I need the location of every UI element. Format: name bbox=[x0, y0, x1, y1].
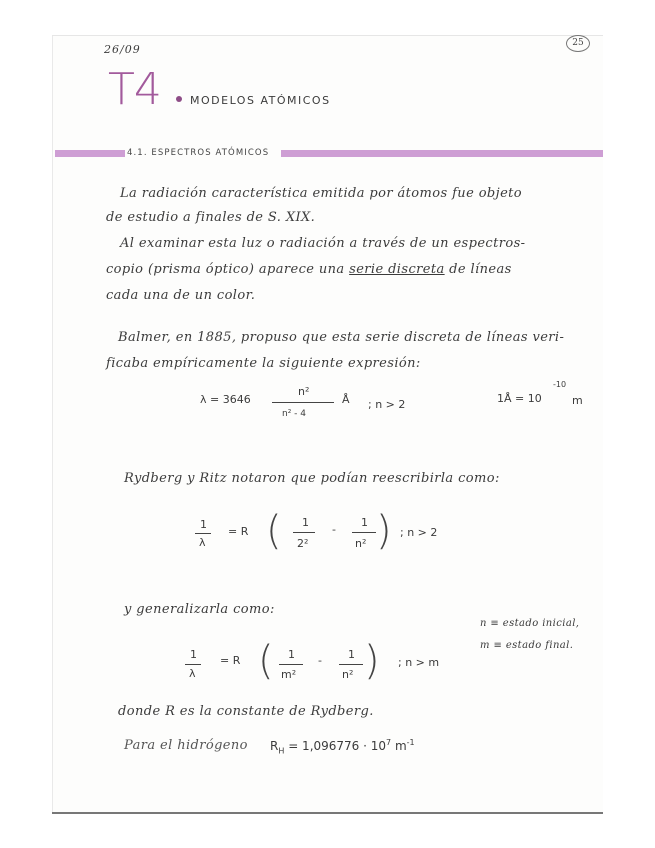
balmer-denominator: n² - 4 bbox=[282, 409, 307, 419]
balmer-condition: ; n > 2 bbox=[368, 398, 406, 411]
ryd-equals-r: = R bbox=[228, 525, 249, 538]
p1-line4-emphasis: serie discreta bbox=[349, 262, 445, 277]
hydrogen-value: = 1,096776 · 10 bbox=[288, 739, 387, 753]
p5-line1: donde R es la constante de Rydberg. bbox=[118, 704, 374, 719]
page-date: 26/09 bbox=[104, 43, 141, 56]
page-edge-top bbox=[52, 35, 603, 36]
page-number-badge: 25 bbox=[566, 35, 590, 52]
ryd-t1-den: 2² bbox=[297, 537, 309, 550]
ryd-minus: - bbox=[332, 523, 336, 536]
gen-t1-num: 1 bbox=[288, 648, 295, 661]
hydrogen-unit-exponent: -1 bbox=[406, 738, 415, 747]
p1-line4 bbox=[106, 262, 512, 277]
title-dot-icon bbox=[176, 96, 182, 102]
ryd-lhs-den: λ bbox=[199, 536, 206, 549]
hydrogen-symbol: R bbox=[270, 739, 279, 753]
gen-t1-bar bbox=[279, 664, 303, 665]
angstrom-exponent: -10 bbox=[553, 380, 567, 389]
gen-t2-den: n² bbox=[342, 668, 354, 681]
ryd-left-paren: ( bbox=[266, 508, 282, 554]
note-final-state: m ≡ estado final. bbox=[480, 640, 574, 651]
note-initial-state: n ≡ estado inicial, bbox=[480, 618, 580, 629]
gen-minus: - bbox=[318, 654, 322, 667]
p1-line4-pre: copio (prisma óptico) aparece una bbox=[106, 262, 345, 277]
page-bottom-line bbox=[52, 812, 603, 814]
p1-line1: La radiación característica emitida por átomos fue objeto bbox=[120, 186, 523, 201]
angstrom-def: 1Å = 10 bbox=[497, 392, 542, 405]
balmer-lhs: λ = 3646 bbox=[200, 393, 251, 406]
ryd-condition: ; n > 2 bbox=[400, 526, 438, 539]
hydrogen-constant bbox=[270, 738, 415, 755]
gen-lhs-bar bbox=[185, 664, 201, 665]
balmer-numerator: n² bbox=[298, 385, 310, 398]
gen-t1-den: m² bbox=[281, 668, 297, 681]
ryd-t2-num: 1 bbox=[361, 516, 368, 529]
section-heading: 4.1. ESPECTROS ATÓMICOS bbox=[127, 148, 270, 158]
gen-right-paren: ) bbox=[364, 638, 380, 684]
p3-line1: Rydberg y Ritz notaron que podían reescribirla como: bbox=[124, 471, 500, 486]
gen-t2-bar bbox=[339, 664, 363, 665]
ryd-t2-den: n² bbox=[355, 537, 367, 550]
gen-left-paren: ( bbox=[258, 638, 274, 684]
chapter-number: T4 bbox=[108, 64, 161, 115]
hydrogen-label: Para el hidrógeno bbox=[124, 738, 248, 753]
page-edge-left bbox=[52, 36, 53, 812]
gen-equals-r: = R bbox=[220, 654, 241, 667]
hydrogen-subscript: H bbox=[278, 746, 285, 756]
ryd-t2-bar bbox=[352, 532, 376, 533]
gen-condition: ; n > m bbox=[398, 656, 440, 669]
gen-lhs-num: 1 bbox=[190, 648, 197, 661]
hydrogen-unit: m bbox=[394, 739, 407, 753]
gen-t2-num: 1 bbox=[348, 648, 355, 661]
balmer-fraction-bar bbox=[272, 402, 334, 403]
p2-line2: ficaba empíricamente la siguiente expresión: bbox=[106, 356, 421, 371]
ryd-lhs-bar bbox=[195, 533, 211, 534]
ryd-right-paren: ) bbox=[376, 508, 392, 554]
gen-lhs-den: λ bbox=[189, 667, 196, 680]
ryd-t1-num: 1 bbox=[302, 516, 309, 529]
hydrogen-exponent: 7 bbox=[386, 738, 392, 747]
p2-line1: Balmer, en 1885, propuso que esta serie discreta de líneas veri- bbox=[118, 330, 565, 345]
p1-line4-post: de líneas bbox=[449, 262, 512, 277]
angstrom-unit: m bbox=[572, 394, 583, 407]
section-highlight-right bbox=[281, 150, 603, 157]
p4-line1: y generalizarla como: bbox=[124, 602, 275, 617]
p1-line2: de estudio a finales de S. XIX. bbox=[106, 210, 316, 225]
ryd-t1-bar bbox=[293, 532, 315, 533]
chapter-title: MODELOS ATÓMICOS bbox=[190, 94, 331, 107]
section-highlight-left bbox=[55, 150, 125, 157]
ryd-lhs-num: 1 bbox=[200, 518, 207, 531]
balmer-unit: Å bbox=[342, 393, 350, 406]
p1-line5: cada una de un color. bbox=[106, 288, 256, 303]
p1-line3: Al examinar esta luz o radiación a través de un espectros- bbox=[120, 236, 526, 251]
